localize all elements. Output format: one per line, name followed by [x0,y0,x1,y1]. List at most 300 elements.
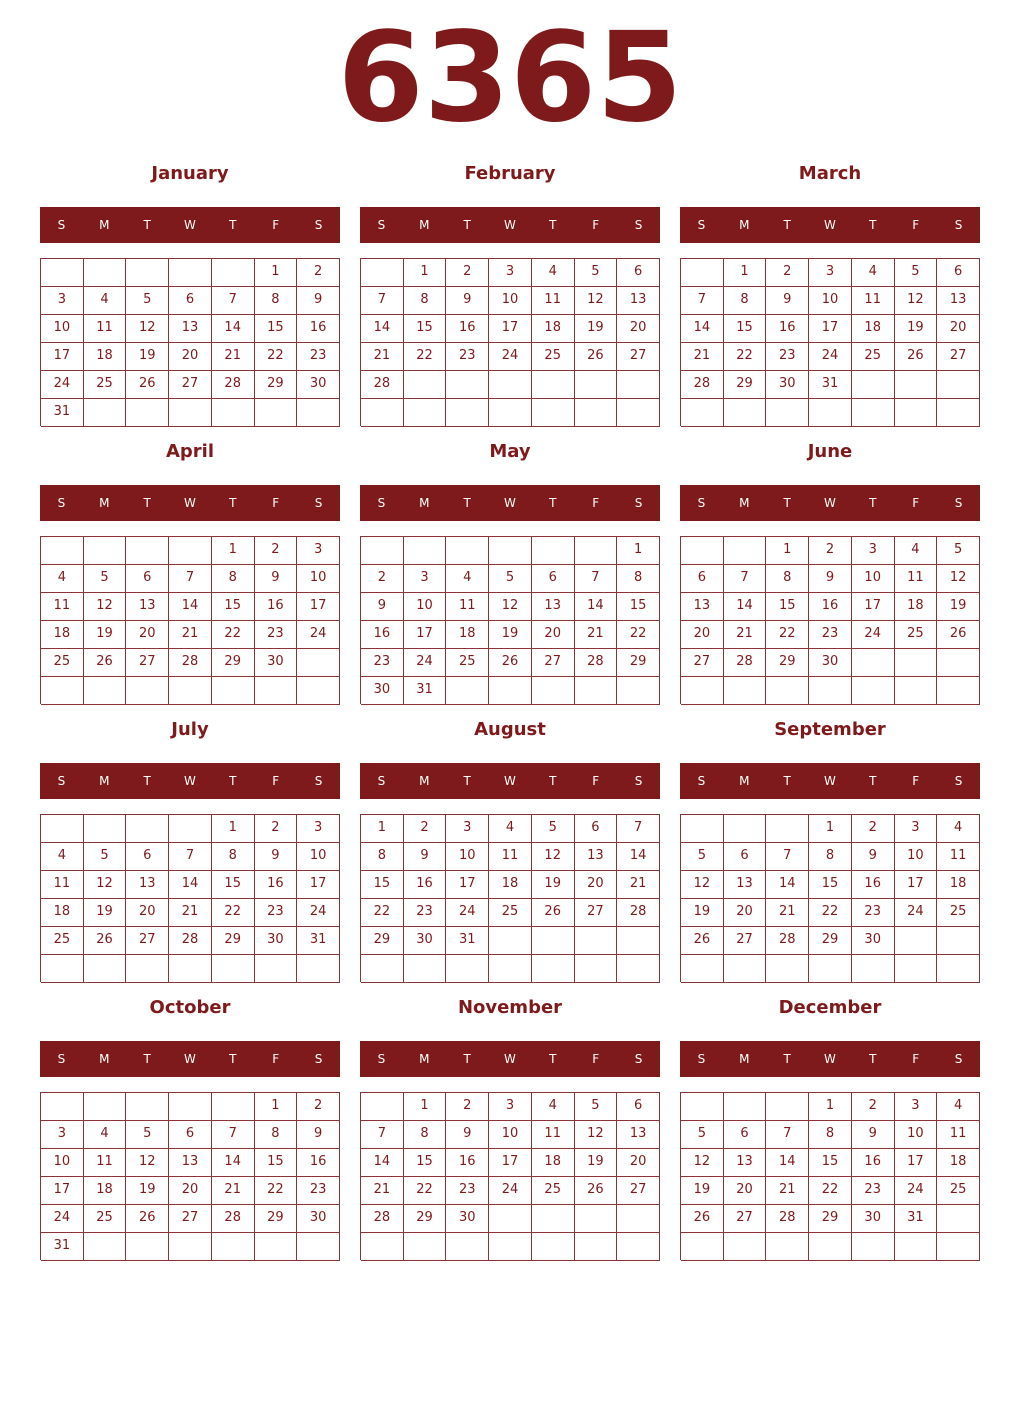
day-cell [446,955,489,983]
day-cell: 13 [126,871,169,899]
day-cell: 2 [404,815,447,843]
day-cell: 29 [724,371,767,399]
day-cell: 28 [361,371,404,399]
day-cell [212,955,255,983]
day-cell: 28 [361,1205,404,1233]
weekday-label: W [184,218,196,232]
day-cell [617,927,660,955]
weekday-header [680,207,980,243]
day-cell: 23 [766,343,809,371]
day-cell: 2 [809,537,852,565]
month-name: April [165,441,215,462]
day-cell [852,371,895,399]
weekday-label: M [99,774,110,788]
day-cell: 3 [404,565,447,593]
weekday-label: M [419,774,430,788]
day-cell: 3 [297,537,340,565]
weekday-label: T [143,496,151,510]
day-cell [126,259,169,287]
day-cell: 6 [169,1121,212,1149]
day-cell [724,399,767,427]
weekday-label: M [739,774,750,788]
day-cell: 14 [575,593,618,621]
day-cell: 11 [937,843,980,871]
day-cell: 21 [361,1177,404,1205]
day-cell: 25 [489,899,532,927]
weekday-label: T [229,496,237,510]
day-cell [724,955,767,983]
weekday-label: S [377,1052,386,1066]
day-cell: 6 [681,565,724,593]
day-cell [212,259,255,287]
day-grid [360,258,660,426]
day-cell: 11 [852,287,895,315]
day-cell: 4 [532,1093,575,1121]
weekday-label: W [824,1052,836,1066]
weekday-label: M [739,218,750,232]
weekday-label: T [549,496,557,510]
day-cell [489,399,532,427]
day-cell [617,677,660,705]
day-cell: 11 [446,593,489,621]
day-cell: 6 [126,565,169,593]
month-name: January [151,163,229,184]
day-cell: 4 [937,1093,980,1121]
day-cell: 11 [895,565,938,593]
day-cell [532,537,575,565]
day-cell: 7 [212,1121,255,1149]
weekday-label: W [184,774,196,788]
weekday-label: T [783,774,791,788]
weekday-label: T [143,218,151,232]
day-cell: 2 [361,565,404,593]
day-cell [681,1093,724,1121]
day-cell: 5 [681,843,724,871]
day-cell: 15 [255,315,298,343]
day-cell [575,399,618,427]
day-cell: 21 [212,1177,255,1205]
day-cell: 12 [681,1149,724,1177]
day-cell [937,1233,980,1261]
day-cell: 13 [617,1121,660,1149]
day-cell: 23 [446,1177,489,1205]
day-cell: 24 [809,343,852,371]
day-cell: 14 [169,871,212,899]
day-cell: 29 [212,649,255,677]
day-cell: 15 [766,593,809,621]
day-cell: 29 [255,371,298,399]
day-cell: 21 [724,621,767,649]
day-cell: 1 [255,259,298,287]
day-cell: 21 [617,871,660,899]
day-cell: 12 [84,593,127,621]
day-cell [852,649,895,677]
day-cell [212,1233,255,1261]
day-cell: 2 [852,1093,895,1121]
weekday-header [40,485,340,521]
weekday-label: T [549,1052,557,1066]
day-cell: 27 [617,343,660,371]
day-cell [126,399,169,427]
day-cell: 26 [681,927,724,955]
day-cell: 23 [852,1177,895,1205]
weekday-label: M [739,496,750,510]
day-cell: 22 [766,621,809,649]
weekday-label: S [697,1052,706,1066]
weekday-label: S [634,1052,643,1066]
day-cell: 16 [361,621,404,649]
day-cell [575,1205,618,1233]
day-cell: 29 [404,1205,447,1233]
day-cell: 13 [724,871,767,899]
day-cell: 8 [255,287,298,315]
weekday-label: T [463,1052,471,1066]
day-cell: 13 [169,1149,212,1177]
day-cell: 20 [724,1177,767,1205]
day-cell: 25 [446,649,489,677]
day-cell: 10 [809,287,852,315]
day-cell [84,399,127,427]
day-cell [126,955,169,983]
day-cell: 17 [809,315,852,343]
weekday-label: T [143,774,151,788]
day-cell: 4 [489,815,532,843]
day-cell: 13 [681,593,724,621]
day-cell: 19 [681,899,724,927]
weekday-label: W [504,218,516,232]
day-cell: 14 [766,871,809,899]
weekday-label: S [697,496,706,510]
day-cell: 17 [895,871,938,899]
day-cell: 10 [41,315,84,343]
year-title: 6365 [337,6,683,150]
day-cell: 13 [169,315,212,343]
day-cell [937,649,980,677]
weekday-label: T [869,774,877,788]
day-cell: 4 [446,565,489,593]
day-cell: 21 [361,343,404,371]
day-cell: 12 [575,1121,618,1149]
day-cell: 7 [361,1121,404,1149]
weekday-label: F [592,1052,600,1066]
day-cell: 6 [169,287,212,315]
day-cell [404,955,447,983]
day-cell: 31 [446,927,489,955]
day-cell: 18 [937,871,980,899]
day-cell: 9 [297,287,340,315]
day-cell: 26 [126,1205,169,1233]
day-cell: 24 [489,1177,532,1205]
day-cell [489,955,532,983]
weekday-label: F [272,218,280,232]
day-cell: 9 [255,565,298,593]
weekday-header [680,1041,980,1077]
day-cell: 30 [852,1205,895,1233]
day-cell: 23 [446,343,489,371]
weekday-label: F [272,1052,280,1066]
day-cell: 26 [937,621,980,649]
day-grid [680,258,980,426]
day-cell [361,537,404,565]
day-cell: 23 [255,899,298,927]
day-cell: 24 [895,1177,938,1205]
day-cell: 5 [895,259,938,287]
day-cell [724,537,767,565]
day-cell: 10 [41,1149,84,1177]
day-cell: 12 [895,287,938,315]
weekday-label: S [314,1052,323,1066]
day-cell: 4 [84,287,127,315]
day-cell: 5 [126,287,169,315]
day-cell [126,1093,169,1121]
day-cell: 5 [489,565,532,593]
day-cell: 31 [41,399,84,427]
day-cell: 30 [297,371,340,399]
day-cell: 28 [169,927,212,955]
day-cell: 22 [617,621,660,649]
day-cell: 18 [84,343,127,371]
day-cell: 29 [766,649,809,677]
day-cell: 18 [489,871,532,899]
day-cell [809,677,852,705]
day-cell [489,927,532,955]
day-cell: 19 [575,315,618,343]
day-cell: 22 [404,343,447,371]
day-cell: 23 [297,343,340,371]
day-cell: 17 [41,1177,84,1205]
day-cell: 24 [895,899,938,927]
day-cell: 18 [41,899,84,927]
weekday-label: S [57,1052,66,1066]
weekday-label: M [99,1052,110,1066]
day-cell: 9 [809,565,852,593]
day-cell [532,677,575,705]
day-cell [895,649,938,677]
weekday-label: S [634,496,643,510]
day-cell: 28 [575,649,618,677]
day-cell [852,677,895,705]
day-cell [852,399,895,427]
day-cell [297,955,340,983]
day-cell [126,677,169,705]
day-cell: 18 [532,315,575,343]
day-cell: 14 [169,593,212,621]
day-cell: 30 [446,1205,489,1233]
day-cell: 28 [212,1205,255,1233]
weekday-label: S [954,774,963,788]
day-cell: 4 [532,259,575,287]
day-cell [937,399,980,427]
day-grid [40,258,340,426]
day-cell: 26 [84,927,127,955]
day-cell: 18 [895,593,938,621]
weekday-label: M [739,1052,750,1066]
weekday-label: S [697,774,706,788]
weekday-label: S [377,496,386,510]
day-cell: 28 [617,899,660,927]
weekday-label: S [377,218,386,232]
day-cell: 1 [404,1093,447,1121]
weekday-label: T [549,218,557,232]
day-cell: 20 [169,1177,212,1205]
day-cell: 22 [809,899,852,927]
day-cell [169,1093,212,1121]
day-cell [617,371,660,399]
day-cell: 19 [575,1149,618,1177]
day-cell [681,259,724,287]
weekday-label: M [419,496,430,510]
day-cell: 16 [852,871,895,899]
day-cell: 19 [681,1177,724,1205]
day-cell [446,399,489,427]
day-cell [212,677,255,705]
day-cell: 10 [297,565,340,593]
day-cell: 16 [297,315,340,343]
weekday-label: T [869,1052,877,1066]
day-cell: 17 [489,1149,532,1177]
weekday-label: M [99,496,110,510]
day-cell: 25 [84,371,127,399]
day-cell: 6 [575,815,618,843]
day-cell: 18 [852,315,895,343]
day-cell: 19 [895,315,938,343]
day-cell [212,1093,255,1121]
day-cell: 12 [126,315,169,343]
day-cell: 3 [446,815,489,843]
day-cell [852,955,895,983]
day-cell: 7 [766,843,809,871]
weekday-label: F [912,774,920,788]
day-cell [532,399,575,427]
weekday-label: T [783,496,791,510]
day-cell: 16 [766,315,809,343]
day-cell: 19 [532,871,575,899]
day-cell: 3 [297,815,340,843]
day-cell: 1 [617,537,660,565]
day-cell: 1 [724,259,767,287]
day-grid [40,814,340,982]
month-name: February [464,163,556,184]
day-cell [84,677,127,705]
day-cell: 27 [617,1177,660,1205]
day-cell [532,1233,575,1261]
day-cell: 3 [895,815,938,843]
day-cell: 11 [489,843,532,871]
day-cell [41,677,84,705]
day-cell [895,955,938,983]
day-cell: 3 [809,259,852,287]
day-cell: 8 [809,1121,852,1149]
day-cell: 22 [255,343,298,371]
day-cell: 10 [895,843,938,871]
day-cell: 5 [126,1121,169,1149]
day-cell: 19 [84,621,127,649]
weekday-label: T [229,774,237,788]
month-name: July [171,719,209,740]
day-cell: 11 [532,1121,575,1149]
day-cell: 23 [852,899,895,927]
day-cell [895,677,938,705]
day-cell: 17 [297,871,340,899]
weekday-label: W [824,496,836,510]
day-cell: 29 [809,1205,852,1233]
day-cell: 27 [126,649,169,677]
day-cell: 10 [297,843,340,871]
weekday-label: S [954,218,963,232]
weekday-label: S [57,218,66,232]
day-cell: 27 [532,649,575,677]
day-cell [212,399,255,427]
day-cell: 16 [852,1149,895,1177]
day-cell: 26 [84,649,127,677]
day-cell: 8 [766,565,809,593]
day-cell: 1 [809,1093,852,1121]
weekday-header [40,763,340,799]
day-cell [489,371,532,399]
day-cell [169,537,212,565]
day-cell: 26 [895,343,938,371]
day-cell: 2 [297,259,340,287]
day-cell: 15 [255,1149,298,1177]
day-cell: 24 [297,621,340,649]
day-cell: 12 [575,287,618,315]
day-cell: 2 [297,1093,340,1121]
day-cell: 4 [895,537,938,565]
day-cell: 25 [532,1177,575,1205]
weekday-label: S [314,218,323,232]
month-name: August [474,719,546,740]
day-cell: 27 [575,899,618,927]
weekday-label: T [549,774,557,788]
day-cell: 11 [41,593,84,621]
day-cell: 16 [809,593,852,621]
weekday-label: S [314,496,323,510]
day-cell [724,815,767,843]
day-cell [84,815,127,843]
day-cell: 13 [532,593,575,621]
weekday-label: T [463,774,471,788]
day-cell: 1 [766,537,809,565]
weekday-label: W [184,496,196,510]
month-name: November [457,997,563,1018]
day-cell [361,399,404,427]
day-cell: 15 [404,1149,447,1177]
day-cell [489,677,532,705]
day-cell: 14 [212,315,255,343]
day-cell: 27 [724,1205,767,1233]
weekday-label: M [419,218,430,232]
day-cell: 31 [297,927,340,955]
weekday-label: T [869,496,877,510]
day-cell: 22 [212,621,255,649]
day-cell: 15 [212,593,255,621]
day-cell [575,677,618,705]
day-cell: 20 [532,621,575,649]
day-cell: 14 [617,843,660,871]
day-cell: 23 [404,899,447,927]
day-cell: 10 [489,287,532,315]
day-cell: 20 [681,621,724,649]
day-cell: 6 [617,1093,660,1121]
day-cell [297,677,340,705]
day-cell: 5 [575,259,618,287]
day-cell: 22 [809,1177,852,1205]
day-cell: 12 [937,565,980,593]
weekday-label: W [824,774,836,788]
day-cell: 31 [41,1233,84,1261]
day-cell: 7 [169,565,212,593]
month-name: September [774,719,886,740]
